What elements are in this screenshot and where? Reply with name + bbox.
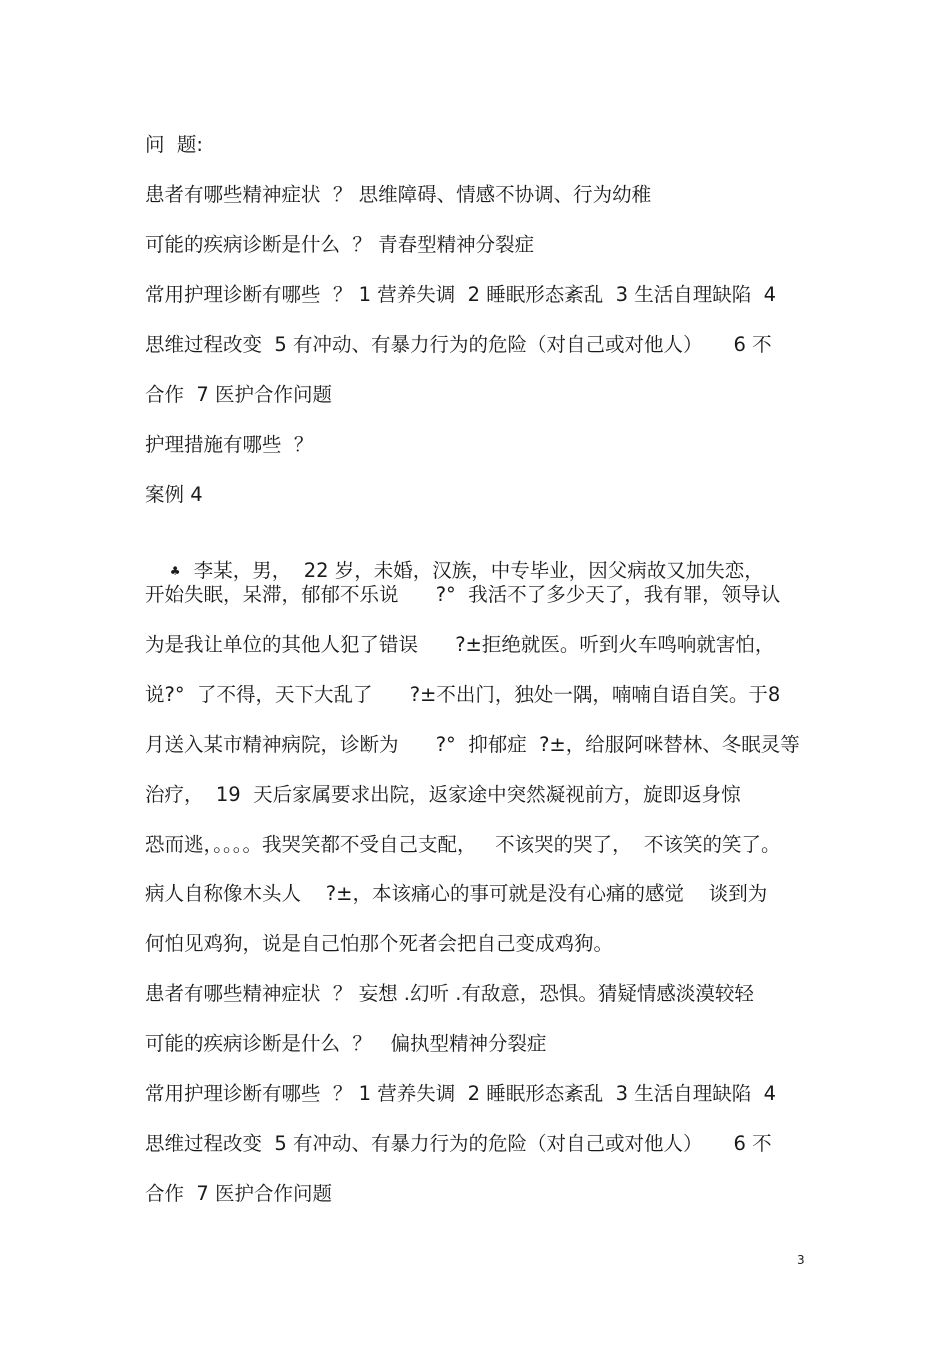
text-line: 常用护理诊断有哪些 ？ 1 营养失调 2 睡眠形态紊乱 3 生活自理缺陷 4 bbox=[145, 283, 777, 306]
text-line: 思维过程改变 5 有冲动、有暴力行为的危险（对自己或对他人） 6 不 bbox=[145, 333, 772, 356]
text-line: 为是我让单位的其他人犯了错误 ?±拒绝就医。听到火车鸣响就害怕， bbox=[145, 633, 775, 656]
text-line: 合作 7 医护合作问题 bbox=[145, 1182, 333, 1205]
page-number: 3 bbox=[797, 1253, 805, 1267]
question-heading: 问 题: bbox=[145, 133, 203, 156]
text-line: 病人自称像木头人 ?±，本该痛心的事可就是没有心痛的感觉 谈到为 bbox=[145, 882, 768, 905]
text-line: 月送入某市精神病院，诊断为 ?° 抑郁症 ?±，给服阿咪替林、冬眠灵等 bbox=[145, 733, 800, 756]
text-line: 说?° 了不得，天下大乱了 ?±不出门，独处一隅，喃喃自语自笑。于8 bbox=[145, 683, 781, 706]
text-line: 李某，男， 22 岁，未婚，汉族，中专毕业，因父病故又加失恋， bbox=[193, 559, 764, 582]
text-line: 常用护理诊断有哪些 ？ 1 营养失调 2 睡眠形态紊乱 3 生活自理缺陷 4 bbox=[145, 1082, 777, 1105]
text-line: 合作 7 医护合作问题 bbox=[145, 383, 333, 406]
text-line: 开始失眠，呆滞，郁郁不乐说 ?° 我活不了多少天了，我有罪，领导认 bbox=[145, 583, 781, 606]
text-line: 治疗， 19 天后家属要求出院，返家途中突然凝视前方，旋即返身惊 bbox=[145, 783, 741, 806]
text-line: 思维过程改变 5 有冲动、有暴力行为的危险（对自己或对他人） 6 不 bbox=[145, 1132, 772, 1155]
text-line: 可能的疾病诊断是什么 ？ 青春型精神分裂症 bbox=[145, 233, 535, 256]
club-bullet-icon: ♣ bbox=[169, 564, 181, 578]
text-line: 患者有哪些精神症状 ？ 思维障碍、情感不协调、行为幼稚 bbox=[145, 183, 652, 206]
text-line: 护理措施有哪些 ？ bbox=[145, 433, 314, 456]
case-heading: 案例 4 bbox=[145, 483, 203, 506]
text-line: 患者有哪些精神症状 ？ 妄想 .幻听 .有敌意，恐惧。猜疑情感淡漠较轻 bbox=[145, 982, 754, 1005]
text-line: 恐而逃，。。。。我哭笑都不受自己支配， 不该哭的哭了， 不该笑的笑了。 bbox=[145, 833, 781, 856]
text-line: 何怕见鸡狗，说是自己怕那个死者会把自己变成鸡狗。 bbox=[145, 932, 614, 955]
text-line: 可能的疾病诊断是什么 ？ 偏执型精神分裂症 bbox=[145, 1032, 547, 1055]
